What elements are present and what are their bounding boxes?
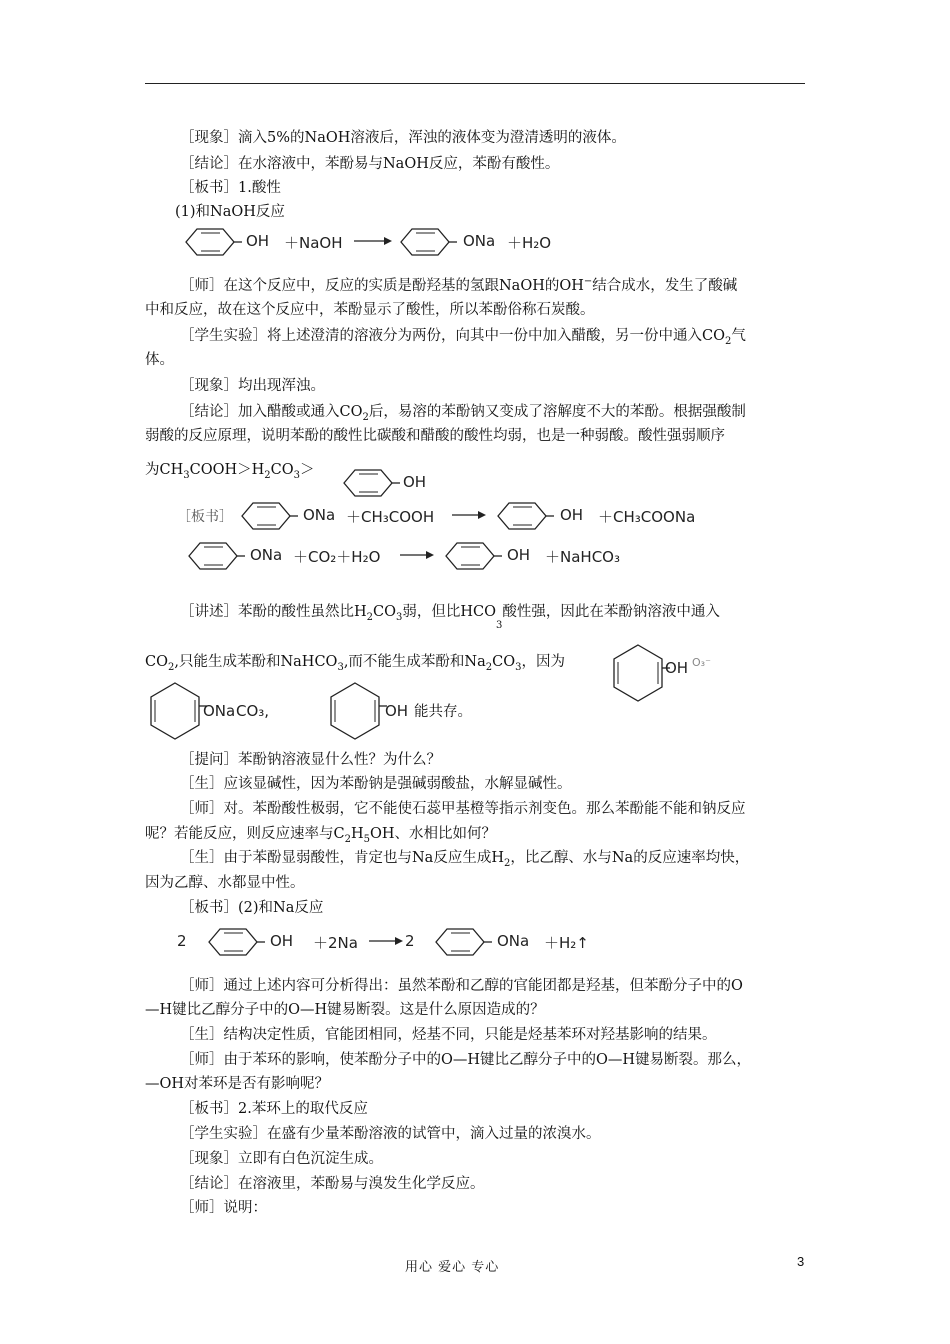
text-line: —H键比乙醇分子中的O—H键易断裂。这是什么原因造成的？ bbox=[145, 1002, 545, 1018]
arrow-icon bbox=[452, 510, 486, 520]
text-line: ［现象］滴入5%的NaOH溶液后，浑浊的液体变为澄清透明的液体。 bbox=[180, 130, 626, 146]
benzene-ring-icon bbox=[395, 226, 455, 258]
formula-text: OH bbox=[507, 546, 531, 564]
text-line: ［学生实验］在盛有少量苯酚溶液的试管中，滴入过量的浓溴水。 bbox=[180, 1126, 601, 1142]
benzene-ring-icon bbox=[492, 500, 552, 532]
text-line: ［师］通过上述内容可分析得出：虽然苯酚和乙醇的官能团都是羟基，但苯酚分子中的O bbox=[180, 978, 743, 994]
page-footer: 用心 爱心 专心 bbox=[405, 1260, 500, 1275]
text-line: ［板书］(2)和Na反应 bbox=[180, 900, 324, 916]
text-line: ［生］由于苯酚显弱酸性，肯定也与Na反应生成$H_2$，比乙醇、水与Na的反应速率均快， bbox=[180, 850, 750, 869]
formula-text: ＋H₂O bbox=[507, 234, 552, 252]
benzene-ring-icon bbox=[203, 926, 263, 958]
formula-text: ＋CH₃COOH bbox=[346, 508, 435, 526]
formula-text: ＋CH₃COONa bbox=[598, 508, 696, 526]
formula-text: ONa bbox=[203, 702, 236, 720]
formula-text: ＋2Na bbox=[313, 934, 358, 952]
text-line: ［师］对。苯酚酸性极弱，它不能使石蕊甲基橙等指示剂变色。那么苯酚能不能和钠反应 bbox=[180, 801, 746, 817]
formula-text: ONa bbox=[463, 232, 496, 250]
formula-text: ＋H₂↑ bbox=[544, 934, 589, 952]
text-line: ［讲述］苯酚的酸性虽然比$H_2CO_3$弱，但比$HCO_3$酸性强，因此在苯酚钠溶液中通入 bbox=[180, 604, 720, 631]
benzene-ring-icon bbox=[183, 540, 243, 572]
formula-text: 2 bbox=[177, 932, 187, 950]
arrow-icon bbox=[369, 936, 403, 946]
formula-text: 2 bbox=[405, 932, 415, 950]
text-line: 呢？若能反应，则反应速率与$C_2H_5OH$、水相比如何？ bbox=[145, 826, 497, 845]
text-line: ［师］由于苯环的影响，使苯酚分子中的O—H键比乙醇分子中的O—H键易断裂。那么， bbox=[180, 1052, 752, 1068]
formula-text: ＋NaHCO₃ bbox=[545, 548, 620, 566]
formula-text: OH bbox=[403, 473, 427, 491]
formula-text: OH bbox=[385, 702, 409, 720]
benzene-ring-icon bbox=[430, 926, 490, 958]
text-line: ［结论］在水溶液中，苯酚易与NaOH反应，苯酚有酸性。 bbox=[180, 156, 560, 172]
text-line: ［师］说明： bbox=[180, 1200, 267, 1216]
text-line: ［生］结构决定性质，官能团相同，烃基不同，只能是烃基苯环对羟基影响的结果。 bbox=[180, 1027, 717, 1043]
text-line: 为$CH_3COOH>H_2CO_3>$ bbox=[145, 462, 315, 481]
text-line: ［现象］立即有白色沉淀生成。 bbox=[180, 1151, 383, 1167]
formula-text: ＋NaOH bbox=[284, 234, 343, 252]
formula-text: OH bbox=[246, 232, 270, 250]
text-line: ［结论］加入醋酸或通入$CO_2$后，易溶的苯酚钠又变成了溶解度不大的苯酚。根据强酸制 bbox=[180, 404, 746, 423]
formula-text: OH bbox=[560, 506, 584, 524]
text-line: ［生］应该显碱性，因为苯酚钠是强碱弱酸盐，水解显碱性。 bbox=[180, 776, 572, 792]
text-line: ［学生实验］将上述澄清的溶液分为两份，向其中一份中加入醋酸，另一份中通入$CO_2$气 bbox=[180, 328, 746, 347]
text-line: ［提问］苯酚钠溶液显什么性？为什么？ bbox=[180, 752, 441, 768]
benzene-ring-icon bbox=[236, 500, 296, 532]
benzene-ring-icon bbox=[145, 680, 205, 742]
benzene-ring-icon bbox=[608, 642, 668, 704]
text-line: 因为乙醇、水都显中性。 bbox=[145, 875, 305, 891]
formula-text: ＋CO₂＋H₂O bbox=[293, 548, 381, 566]
formula-text: ONa bbox=[250, 546, 283, 564]
formula-text: ONa bbox=[497, 932, 530, 950]
text-line: $CO_2$,只能生成苯酚和NaHCO$_3$,而不能生成苯酚和$Na_2CO_3$，因为 bbox=[145, 654, 565, 673]
page-number: 3 bbox=[797, 1254, 805, 1269]
formula-label: ［板书］ bbox=[177, 509, 233, 525]
formula-text: CO₃, bbox=[236, 702, 270, 720]
benzene-ring-icon bbox=[440, 540, 500, 572]
text-line: ［板书］1.酸性 bbox=[180, 180, 281, 196]
benzene-ring-icon bbox=[180, 226, 240, 258]
text-line: (1)和NaOH反应 bbox=[175, 204, 285, 220]
formula-text: OH bbox=[665, 659, 689, 677]
text-line: 体。 bbox=[145, 352, 174, 368]
text-line: ［现象］均出现浑浊。 bbox=[180, 378, 325, 394]
text-line: 能共存。 bbox=[414, 704, 472, 720]
text-line: 中和反应，故在这个反应中，苯酚显示了酸性，所以苯酚俗称石炭酸。 bbox=[145, 302, 595, 318]
arrow-icon bbox=[400, 550, 434, 560]
formula-text: O₃⁻ bbox=[692, 656, 711, 669]
text-line: ［结论］在溶液里，苯酚易与溴发生化学反应。 bbox=[180, 1176, 485, 1192]
header-rule bbox=[145, 83, 805, 84]
formula-text: ONa bbox=[303, 506, 336, 524]
benzene-ring-icon bbox=[338, 467, 398, 499]
text-line: —OH对苯环是否有影响呢？ bbox=[145, 1076, 330, 1092]
text-line: ［师］在这个反应中，反应的实质是酚羟基的氢跟NaOH的OH−结合成水，发生了酸碱 bbox=[180, 276, 738, 294]
formula-text: OH bbox=[270, 932, 294, 950]
text-line: ［板书］2.苯环上的取代反应 bbox=[180, 1101, 368, 1117]
benzene-ring-icon bbox=[325, 680, 385, 742]
arrow-icon bbox=[354, 236, 392, 246]
text-line: 弱酸的反应原理，说明苯酚的酸性比碳酸和醋酸的酸性均弱，也是一种弱酸。酸性强弱顺序 bbox=[145, 428, 725, 444]
